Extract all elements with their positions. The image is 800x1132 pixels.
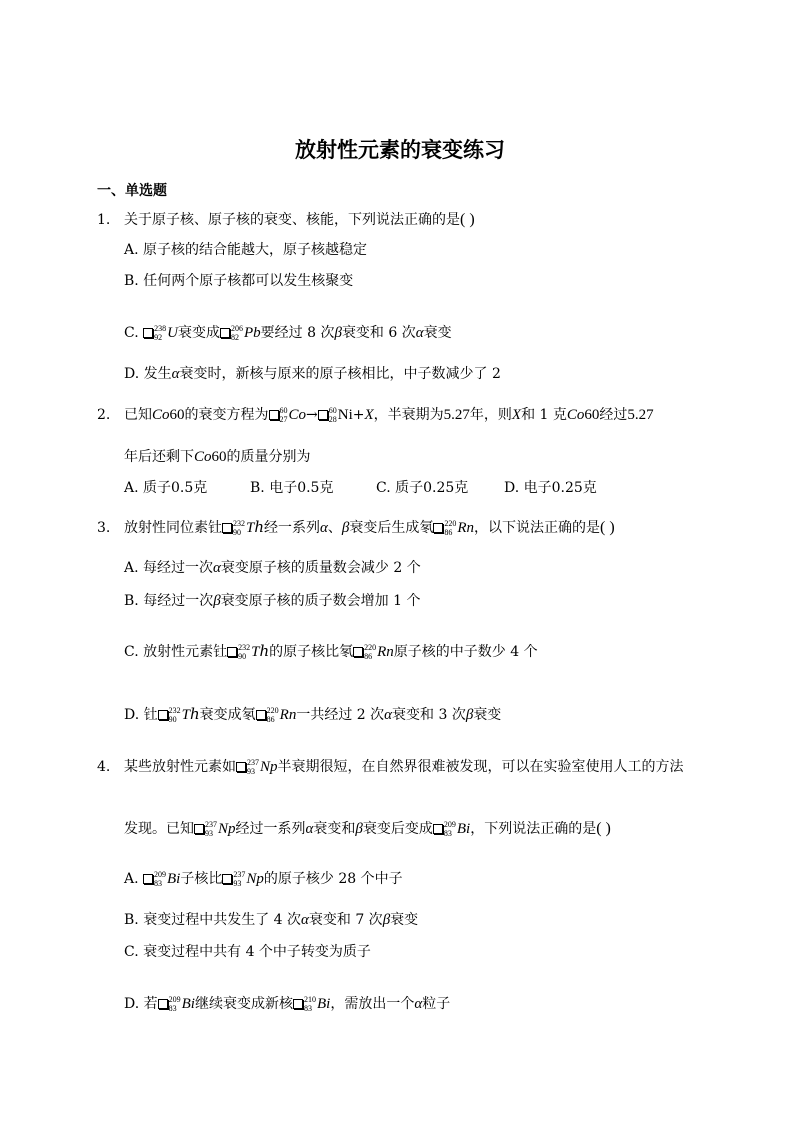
q1-option-d[interactable]: D. 发生α衰变时，新核与原来的原子核相比，中子数减少了 2 bbox=[124, 366, 501, 382]
q2-option-c[interactable]: C. 质子0.25克 bbox=[376, 480, 469, 496]
nuclide-scripts: 232 90 bbox=[233, 519, 245, 537]
nuclide-scripts: 237 93 bbox=[233, 870, 246, 888]
placeholder-box-icon bbox=[293, 999, 303, 1009]
placeholder-box-icon bbox=[433, 523, 443, 533]
question-number: 4. bbox=[97, 759, 111, 775]
placeholder-box-icon bbox=[433, 824, 443, 834]
q3-option-b[interactable]: B. 每经过一次β衰变原子核的质子数会增加 1 个 bbox=[124, 593, 421, 609]
q3-option-a[interactable]: A. 每经过一次α衰变原子核的质量数会减少 2 个 bbox=[124, 560, 421, 576]
q4-option-a[interactable]: A. 209 83 Bi子核比 237 93 Np的原子核少 28 个中子 bbox=[124, 870, 403, 888]
nuclide-scripts: 210 83 bbox=[303, 995, 316, 1013]
nuclide-scripts: 220 86 bbox=[266, 706, 279, 724]
placeholder-box-icon bbox=[222, 874, 232, 884]
question-4-stem-cont: 发现。已知 237 93 Np经过一系列α衰变和β衰变后变成 209 83 Bi，下列说法正确的是( ) bbox=[124, 820, 611, 838]
question-number: 1. bbox=[97, 212, 111, 228]
placeholder-box-icon bbox=[318, 410, 328, 420]
q3-option-d[interactable]: D. 钍 232 90 Tℎ衰变成氡 220 86 Rn一共经过 2 次α衰变和 3 次β衰变 bbox=[124, 706, 502, 724]
answer-paren: ( ) bbox=[600, 519, 615, 536]
placeholder-box-icon bbox=[194, 824, 204, 834]
nuclide-scripts: 60 27 bbox=[279, 406, 288, 424]
nuclide-scripts: 60 28 bbox=[328, 406, 337, 424]
q1-option-a[interactable]: A. 原子核的结合能越大，原子核越稳定 bbox=[124, 242, 368, 258]
question-3-stem: 放射性同位素钍 232 90 Tℎ经一系列α、β衰变后生成氡 220 86 Rn，以下说法正确的是( ) bbox=[124, 519, 615, 537]
answer-paren: ( ) bbox=[460, 211, 475, 228]
page-title: 放射性元素的衰变练习 bbox=[295, 138, 505, 162]
nuclide-scripts: 209 83 bbox=[168, 995, 181, 1013]
q4-option-b[interactable]: B. 衰变过程中共发生了 4 次α衰变和 7 次β衰变 bbox=[124, 912, 419, 928]
nuclide-scripts: 237 93 bbox=[205, 820, 217, 838]
placeholder-box-icon bbox=[158, 710, 168, 720]
placeholder-box-icon bbox=[236, 762, 246, 772]
nuclide-scripts: 206 82 bbox=[230, 324, 243, 342]
placeholder-box-icon bbox=[227, 647, 237, 657]
placeholder-box-icon bbox=[222, 523, 232, 533]
placeholder-box-icon bbox=[269, 410, 279, 420]
q1-option-b[interactable]: B. 任何两个原子核都可以发生核聚变 bbox=[124, 273, 354, 289]
question-1-stem: 关于原子核、原子核的衰变、核能，下列说法正确的是( ) bbox=[124, 211, 475, 228]
nuclide-scripts: 220 86 bbox=[444, 519, 457, 537]
placeholder-box-icon bbox=[143, 328, 153, 338]
question-2-stem: 已知Co60的衰变方程为 60 27 Co→ 60 28 Ni+X，半衰期为5.27年，则X和 1 克Co60经过5.27 bbox=[124, 406, 654, 424]
q2-option-d[interactable]: D. 电子0.25克 bbox=[504, 480, 597, 496]
question-number: 3. bbox=[97, 520, 111, 536]
nuclide-scripts: 238 92 bbox=[154, 324, 167, 342]
nuclide-scripts: 232 90 bbox=[168, 706, 181, 724]
q4-option-d[interactable]: D. 若 209 83 Bi继续衰变成新核 210 83 Bi，需放出一个α粒子 bbox=[124, 995, 451, 1013]
q2-option-b[interactable]: B. 电子0.5克 bbox=[250, 480, 334, 496]
q1-option-c[interactable]: C. 238 92 U衰变成 206 82 Pb要经过 8 次β衰变和 6 次α衰变 bbox=[124, 324, 452, 342]
placeholder-box-icon bbox=[158, 999, 168, 1009]
section-heading: 一、单选题 bbox=[97, 183, 167, 199]
q4-option-c[interactable]: C. 衰变过程中共有 4 个中子转变为质子 bbox=[124, 944, 371, 960]
question-number: 2. bbox=[97, 407, 111, 423]
nuclide-scripts: 232 90 bbox=[238, 643, 251, 661]
nuclide-scripts: 209 83 bbox=[443, 820, 456, 838]
q2-option-a[interactable]: A. 质子0.5克 bbox=[124, 480, 208, 496]
nuclide-scripts: 220 86 bbox=[364, 643, 377, 661]
nuclide-scripts: 237 93 bbox=[247, 758, 259, 776]
question-2-stem-cont: 年后还剩下Co60的质量分别为 bbox=[124, 449, 311, 465]
q3-option-c[interactable]: C. 放射性元素钍 232 90 Tℎ的原子核比氡 220 86 Rn原子核的中子数少 4 个 bbox=[124, 643, 538, 661]
answer-paren: ( ) bbox=[596, 820, 611, 837]
placeholder-box-icon bbox=[353, 647, 363, 657]
question-4-stem: 某些放射性元素如 237 93 Np半衰期很短，在自然界很难被发现，可以在实验室使用人工的方法 bbox=[124, 758, 684, 776]
placeholder-box-icon bbox=[220, 328, 230, 338]
nuclide-scripts: 209 83 bbox=[154, 870, 167, 888]
placeholder-box-icon bbox=[256, 710, 266, 720]
placeholder-box-icon bbox=[143, 874, 153, 884]
